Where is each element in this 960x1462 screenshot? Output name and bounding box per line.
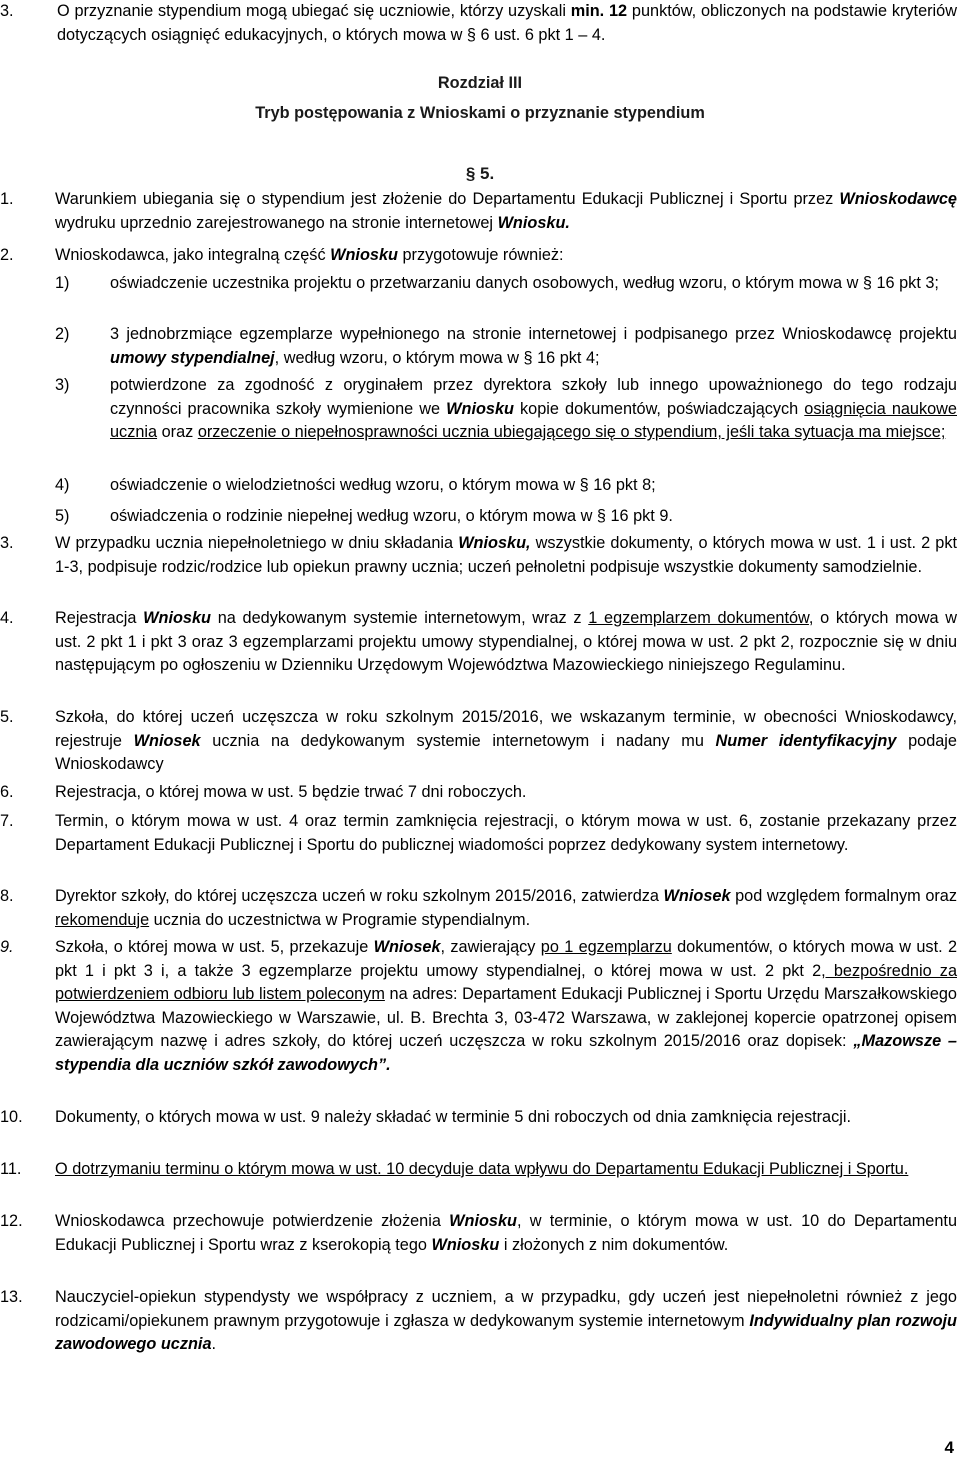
text: oświadczenie uczestnika projektu o przetwarzaniu danych osobowych, według wzoru, o którym mowa w § 16 pkt 3; [110,274,939,292]
bold-text: min. 12 [570,2,628,20]
text: , w terminie, o którym mowa w ust. 10 do Departamentu Edukacji Publicznej i Sportu wraz z kserokopią tego [55,1212,957,1254]
text: Nauczyciel-opiekun stypendysty we współpracy z uczniem, a w przypadku, gdy uczeń jest niepełnoletni również z jego rodzicami/opiekunem prawnym przygotowuje i zgłasza w dedykowanym systemie internetowym [55,1288,957,1330]
text: ucznia do uczestnictwa w Programie stypendialnym. [149,910,531,929]
paragraph-3 [0,532,957,579]
emphasis-text: Wniosku [431,1235,500,1254]
emphasis-text: Wniosku [449,1212,517,1230]
text: Termin, o którym mowa w ust. 4 oraz termin zamknięcia rejestracji, o którym mowa w ust. 6, zostanie przekazany przez Departament Edukacji Publicznej i Sportu do publicznej wiadomości poprzez dedykowany system internetowy. [55,812,957,854]
text: Szkoła, do której uczeń uczęszcza w roku szkolnym 2015/2016, we wskazanym terminie, w obecności Wnioskodawcy, rejestruje [55,708,957,750]
text: . [211,1335,217,1354]
emphasis-text: Wniosku, [458,534,531,552]
paragraph-number: 11. [0,1160,22,1178]
subitem-number: 5) [55,507,70,525]
subitem-number: 3) [55,376,70,394]
paragraph-number: 1. [0,190,14,208]
emphasis-text: Wniosek [373,938,441,956]
text: dokumentów, o których mowa w ust. 2 pkt 1 i pkt 3 i, a także 3 egzemplarze projektu umowy stypendialnej, o której mowa w ust. 2 pkt 2 [55,938,957,980]
paragraph-number: 3. [0,2,14,20]
text: ucznia na dedykowanym systemie internetowym i nadany mu [200,731,716,750]
emphasis-text: Wnioskodawcę [839,190,957,208]
emphasis-text: Wniosku [446,399,514,418]
chapter-title: Rozdział III [437,74,523,92]
text: oświadczenie o wielodzietności według wzoru, o którym mowa w § 16 pkt 8; [110,476,656,494]
paragraph-number: 2. [0,246,14,264]
text: Szkoła, o której mowa w ust. 5, przekazuje [55,938,374,956]
paragraph-9 [0,936,957,1078]
underlined-text: po 1 egzemplarzu [540,938,672,956]
paragraph-8 [0,885,957,932]
text: podaje Wnioskodawcy [55,731,957,774]
text: potwierdzone za zgodność z oryginałem przez dyrektora szkoły lub innego upoważnionego do tego rodzaju czynności pracownika szkoły wymienione we [110,376,957,418]
text: kopie dokumentów, poświadczających [513,399,805,418]
paragraph-5 [0,706,957,777]
text: Dyrektor szkoły, do której uczęszcza uczeń w roku szkolnym 2015/2016, zatwierdza [55,887,664,905]
subitem-number: 2) [55,325,70,343]
paragraph-number: 13. [0,1288,23,1306]
paragraph-number: 3. [0,534,14,552]
text: punktów, obliczonych na podstawie kryteriów dotyczących osiągnięć edukacyjnych, o których mowa w § 6 ust. 6 pkt 1 – 4. [57,2,957,44]
paragraph-number: 7. [0,812,14,830]
text: Warunkiem ubiegania się o stypendium jest złożenie do Departamentu Edukacji Publicznej i Sportu przez [55,190,840,208]
paragraph-number: 9. [0,938,14,956]
subitem-2 [55,323,957,370]
text: , według wzoru, o którym mowa w § 16 pkt 4; [274,348,600,367]
section-heading: § 5. [465,164,495,183]
text: Wnioskodawca, jako integralną część [55,246,331,264]
text: przygotowuje również: [397,246,564,264]
paragraph-number: 10. [0,1108,23,1126]
text: na dedykowanym systemie internetowym, wraz z [211,609,589,627]
paragraph-10 [0,1106,957,1130]
text: , zawierający [440,938,541,956]
paragraph-3-top [0,0,957,47]
underlined-text: O dotrzymaniu terminu o którym mowa w ust. 10 decyduje data wpływu do Departamentu Edukacji Publicznej i Sportu. [55,1160,909,1178]
page-number: 4 [944,1438,954,1458]
paragraph-12 [0,1210,957,1257]
subitem-4 [55,474,957,498]
emphasis-text: „Mazowsze – stypendia dla uczniów szkół zawodowych”. [55,1032,957,1074]
text: oświadczenia o rodzinie niepełnej według wzoru, o którym mowa w § 16 pkt 9. [110,507,673,525]
text: O przyznanie stypendium mogą ubiegać się uczniowie, którzy uzyskali [57,2,571,20]
chapter-subtitle: Tryb postępowania z Wnioskami o przyznanie stypendium [255,104,705,122]
text: Rejestracja, o której mowa w ust. 5 będzie trwać 7 dni roboczych. [55,783,527,801]
text: 3 jednobrzmiące egzemplarze wypełnionego na stronie internetowej i podpisanego przez Wnioskodawcę projektu [110,325,957,343]
paragraph-1 [0,188,957,235]
subitem-3 [55,374,957,445]
subitem-5 [55,505,957,529]
paragraph-number: 5. [0,708,14,726]
text: Dokumenty, o których mowa w ust. 9 należy składać w terminie 5 dni roboczych od dnia zamknięcia rejestracji. [55,1108,852,1126]
text: wszystkie dokumenty, o których mowa w ust. 1 i ust. 2 pkt 1-3, podpisuje rodzic/rodzice lub opiekun prawny ucznia; uczeń pełnoletni podpisuje wszystkie dokumenty samodzielnie. [55,534,958,576]
paragraph-4 [0,607,957,678]
text: oraz [157,423,198,442]
underlined-text: orzeczenie o niepełnosprawności ucznia ubiegającego się o stypendium, jeśli taka sytuacja ma miejsce; [197,423,946,442]
paragraph-number: 12. [0,1212,23,1230]
paragraph-2 [0,244,957,268]
underlined-text: rekomenduje [55,910,150,929]
text: i złożonych z nim dokumentów. [499,1235,729,1254]
emphasis-text: Numer identyfikacyjny [715,731,897,750]
emphasis-text: Wniosek [133,731,201,750]
paragraph-number: 8. [0,887,14,905]
paragraph-11 [0,1158,957,1182]
emphasis-text: umowy stypendialnej [110,348,275,367]
paragraph-7 [0,810,957,857]
paragraph-13 [0,1286,957,1357]
emphasis-text: Wniosku [330,246,398,264]
subitem-number: 4) [55,476,70,494]
subitem-number: 1) [55,274,70,292]
text: pod względem formalnym oraz [730,887,957,905]
underlined-text: , bezpośrednio za potwierdzeniem odbioru lub listem poleconym [55,961,957,1004]
text: na adres: Departament Edukacji Publicznej i Sportu Urzędu Marszałkowskiego Województwa Mazowieckiego w Warszawie, ul. B. Brechta 3, 03-472 Warszawa, w zaklejonej kopercie opatrzonej opisem zawierającym nazwę i adres szkoły, do której uczeń uczęszcza w roku szkolnym 2015/2016 oraz dopisek: [55,985,957,1051]
underlined-text: 1 egzemplarzem dokumentów [588,609,809,627]
emphasis-text: Wniosku [143,609,211,627]
subitem-1 [55,272,957,296]
paragraph-number: 4. [0,609,14,627]
emphasis-text: Indywidualny plan rozwoju zawodowego ucznia [55,1311,957,1354]
underlined-text: osiągnięcia naukowe ucznia [110,399,957,442]
paragraph-6 [0,781,957,805]
text: W przypadku ucznia niepełnoletniego w dniu składania [55,534,459,552]
emphasis-text: Wniosku. [497,213,570,232]
text: Wnioskodawca przechowuje potwierdzenie złożenia [55,1212,450,1230]
paragraph-number: 6. [0,783,14,801]
text: , o których mowa w ust. 2 pkt 1 i pkt 3 oraz 3 egzemplarzami projektu umowy stypendialnej, o której mowa w ust. 2 pkt 2, rozpocznie się w dniu następującym po ogłoszeniu w Dzienniku Urzędowym Województwa Mazowieckiego niniejszego Regulaminu. [55,609,957,675]
emphasis-text: Wniosek [663,887,731,905]
text: wydruku uprzednio zarejestrowanego na stronie internetowej [55,213,498,232]
text: Rejestracja [55,609,144,627]
